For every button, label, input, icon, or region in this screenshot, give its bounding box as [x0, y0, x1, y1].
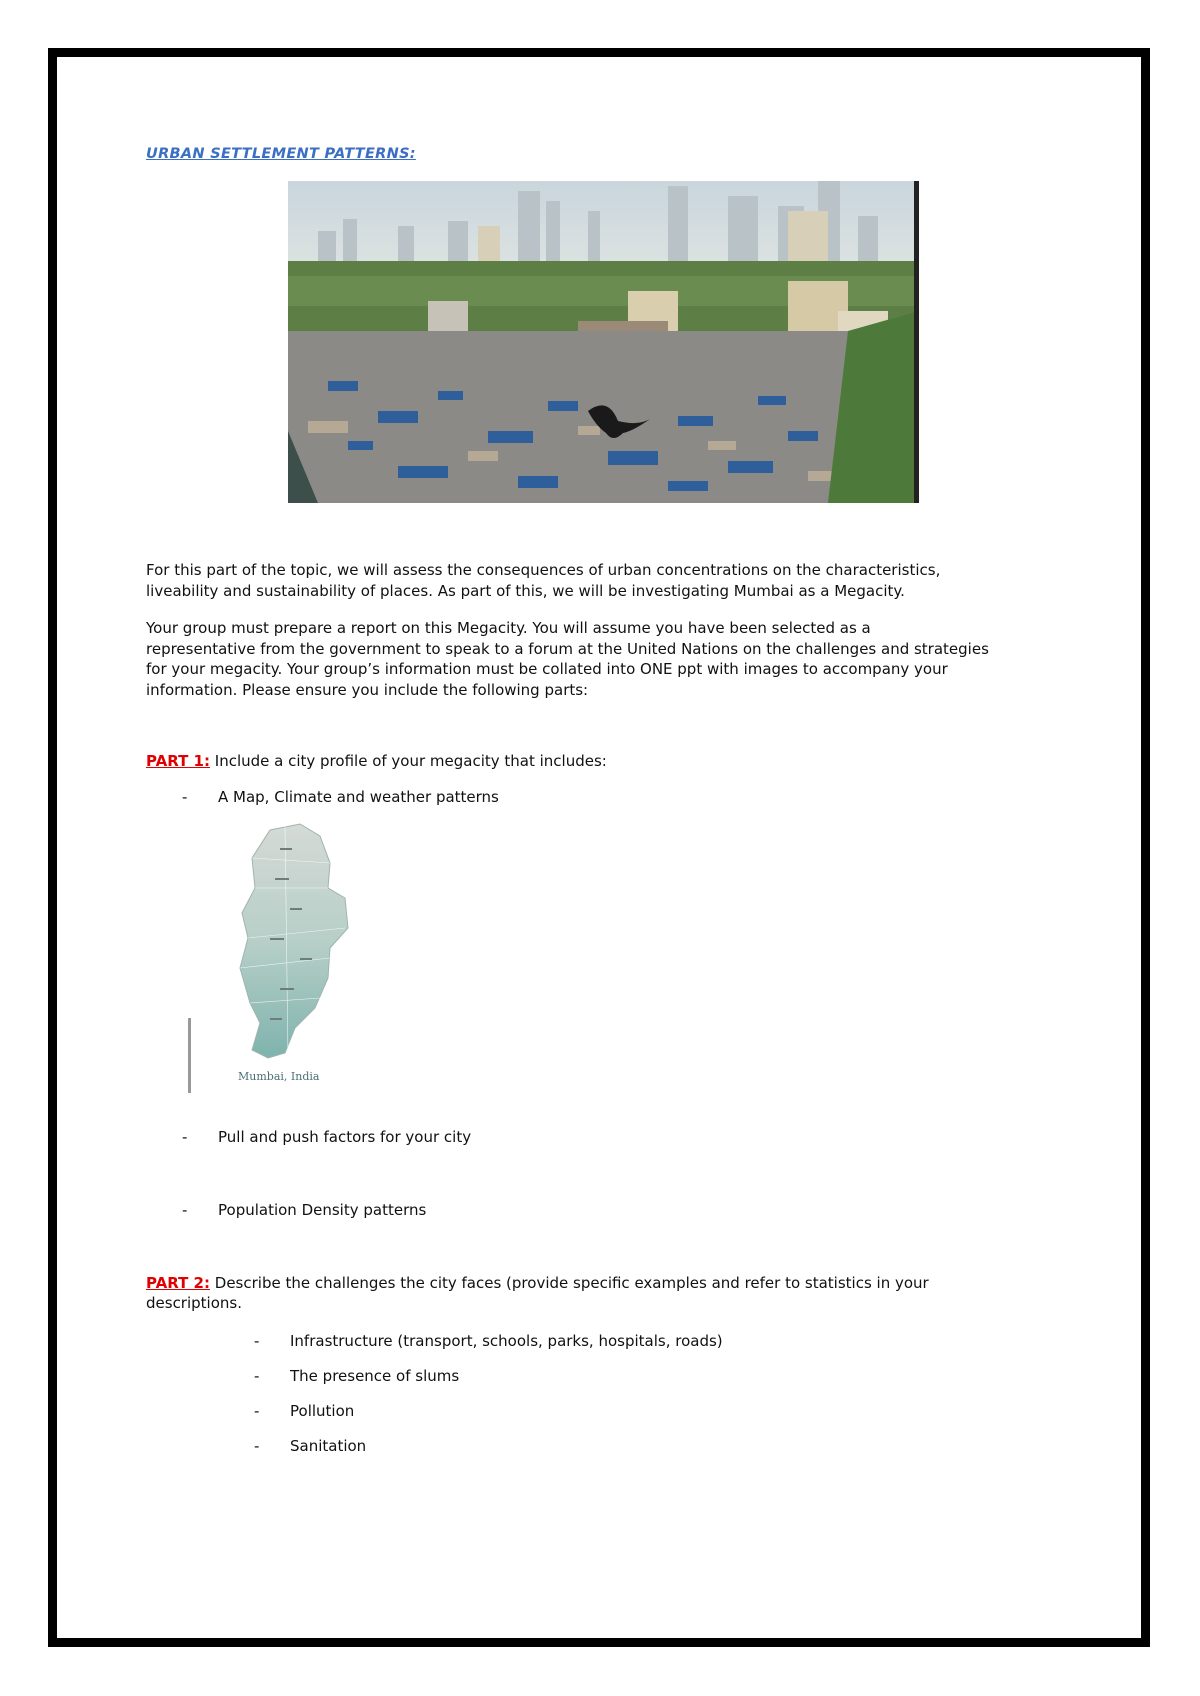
- part1-bullet-push-pull: [182, 1127, 471, 1147]
- intro-line: for your megacity. Your group’s information must be collated into ONE ppt with images to accompany your: [146, 660, 948, 678]
- part1-label: PART 1:: [146, 752, 210, 770]
- bullet-dash: -: [254, 1437, 260, 1455]
- bullet-dash: -: [254, 1402, 260, 1420]
- part1-bullet-map: [182, 787, 499, 807]
- bullet-dash: -: [254, 1367, 260, 1385]
- part1-text: Include a city profile of your megacity that includes:: [210, 752, 607, 770]
- bullet-text: Infrastructure (transport, schools, parks, hospitals, roads): [290, 1332, 723, 1350]
- mumbai-map-image: [180, 818, 400, 1108]
- bullet-text: The presence of slums: [290, 1367, 460, 1385]
- intro-line: For this part of the topic, we will assess the consequences of urban concentrations on the characteristics,: [146, 561, 941, 579]
- bullet-dash: -: [182, 788, 188, 806]
- page-title: URBAN SETTLEMENT PATTERNS:: [146, 146, 416, 162]
- part1-bullet-density: [182, 1200, 426, 1220]
- intro-line: information. Please ensure you include the following parts:: [146, 680, 589, 699]
- part2-text-cont: descriptions.: [146, 1294, 242, 1312]
- mumbai-skyline-photo: [288, 181, 919, 503]
- intro-paragraph-1: [146, 560, 1076, 601]
- bullet-dash: -: [182, 1201, 188, 1219]
- bullet-text: Pollution: [290, 1402, 355, 1420]
- intro-paragraph-2: [146, 618, 1076, 700]
- bullet-dash: -: [182, 1128, 188, 1146]
- intro-line: representative from the government to speak to a forum at the United Nations on the challenges and strategies: [146, 639, 989, 658]
- intro-line: Your group must prepare a report on this Megacity. You will assume you have been selected as a: [146, 619, 871, 637]
- part2-bullet-sanitation: [254, 1436, 366, 1456]
- bullet-dash: -: [254, 1332, 260, 1350]
- intro-line: liveability and sustainability of places. As part of this, we will be investigating Mumbai as a Megacity.: [146, 581, 905, 600]
- part1-heading: [146, 751, 607, 771]
- bullet-text: Population Density patterns: [218, 1201, 427, 1219]
- bullet-text: A Map, Climate and weather patterns: [218, 788, 499, 806]
- part2-label: PART 2:: [146, 1274, 210, 1292]
- part2-bullet-infrastructure: [254, 1331, 723, 1351]
- bullet-text: Pull and push factors for your city: [218, 1128, 472, 1146]
- part2-text: Describe the challenges the city faces (provide specific examples and refer to statistics in your: [210, 1274, 929, 1292]
- map-caption: Mumbai, India: [238, 1070, 320, 1083]
- part2-bullet-slums: [254, 1366, 459, 1386]
- part2-heading: [146, 1273, 1076, 1313]
- bullet-text: Sanitation: [290, 1437, 367, 1455]
- part2-bullet-pollution: [254, 1401, 354, 1421]
